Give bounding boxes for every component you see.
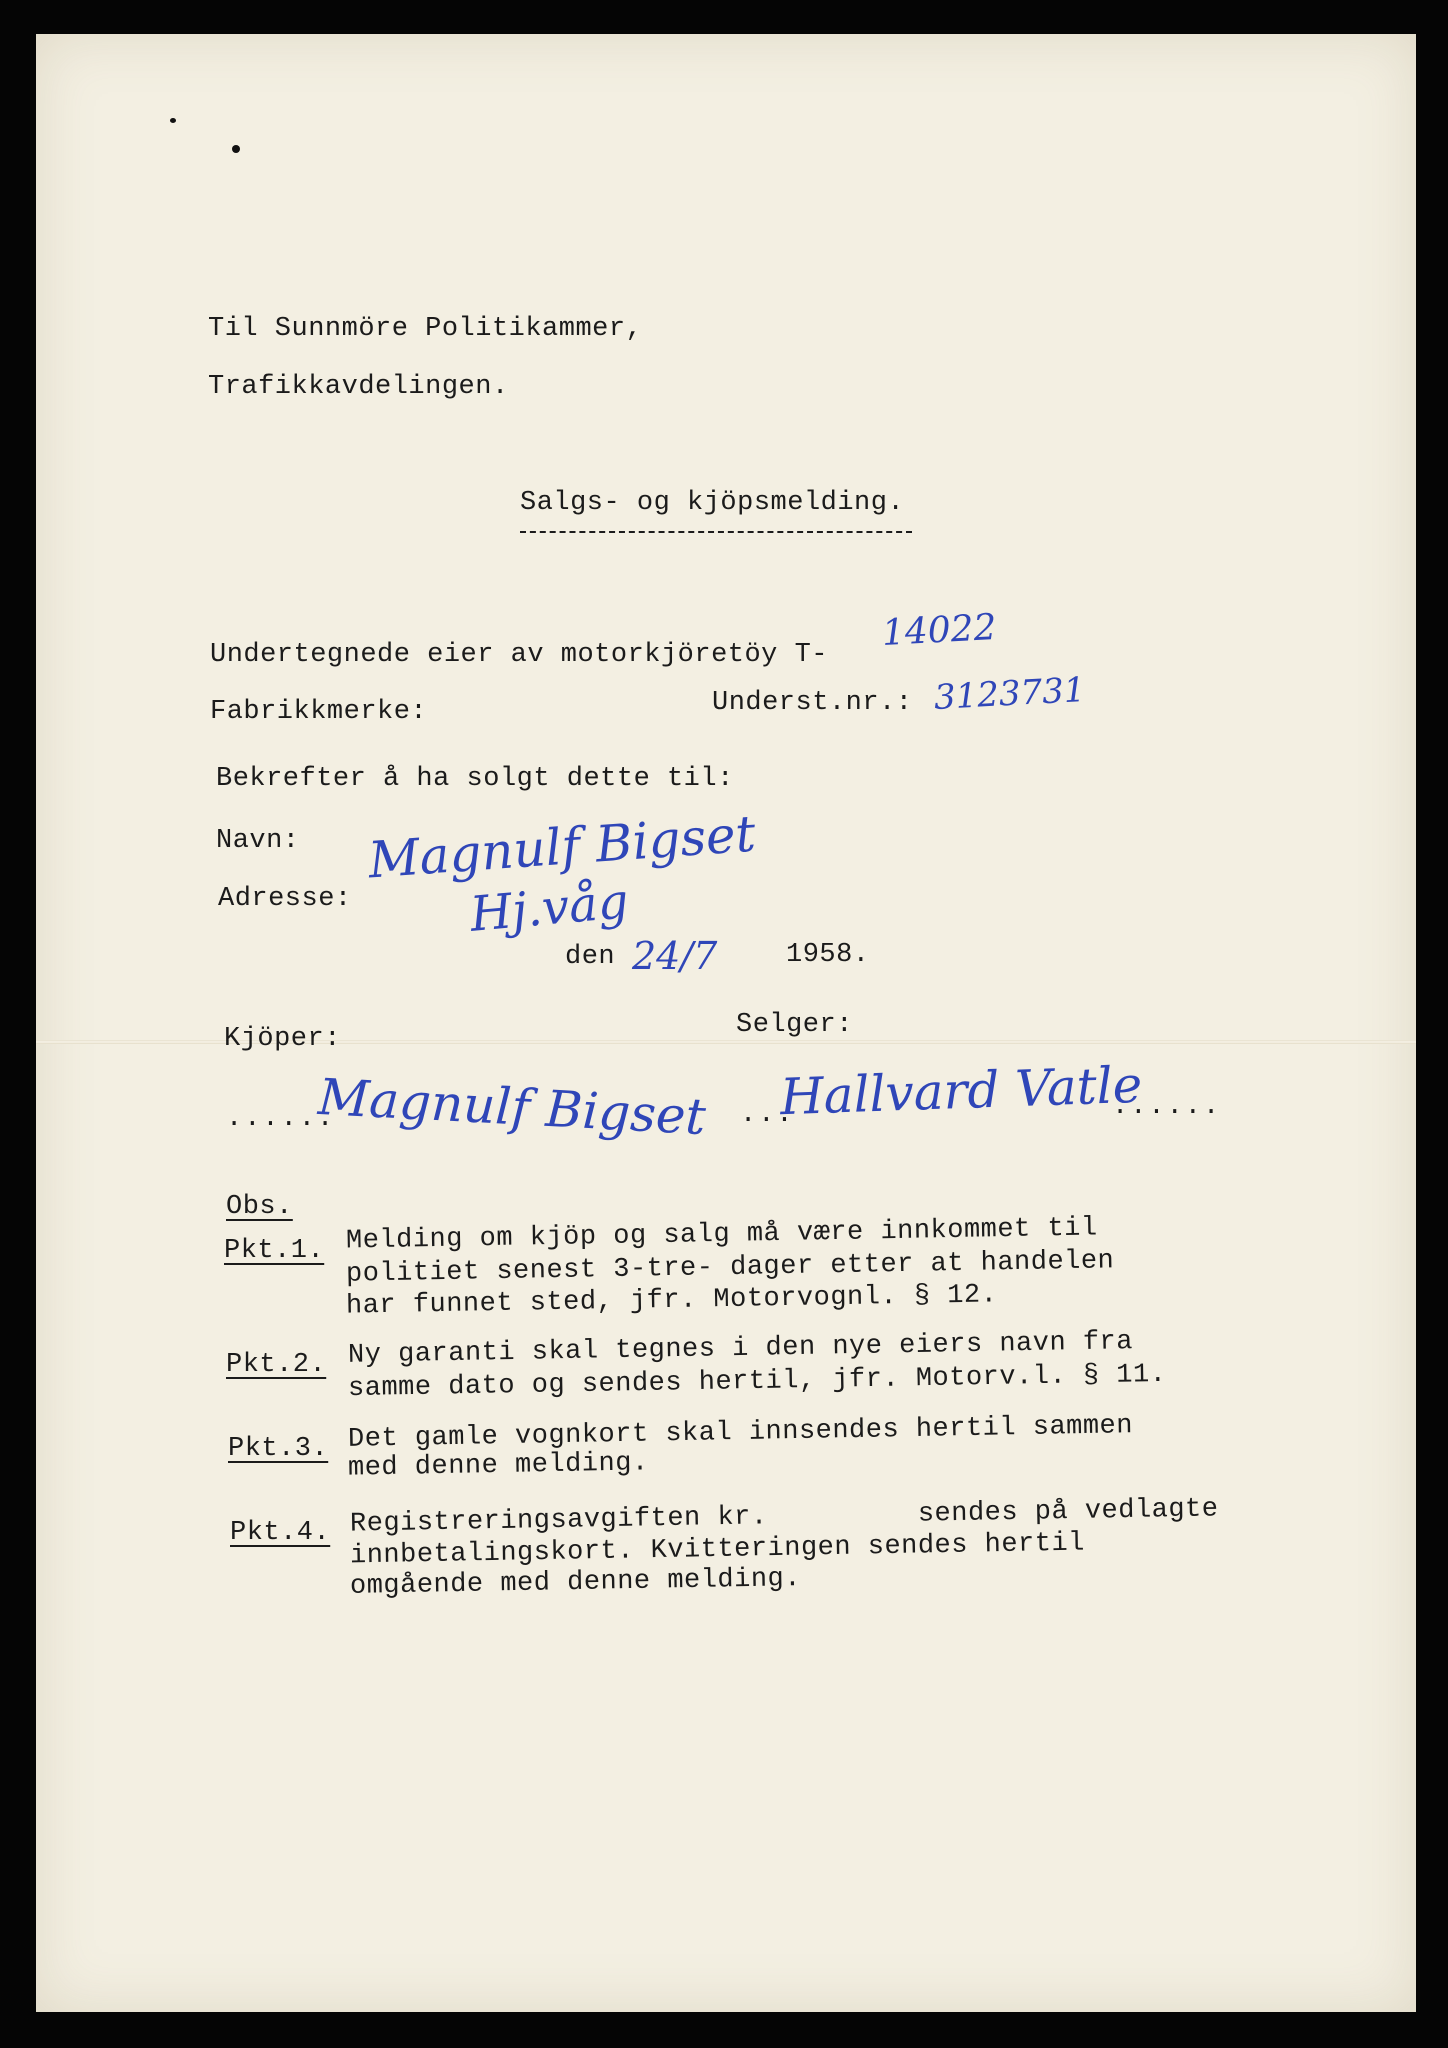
note-4-line: innbetalingskort. Kvitteringen sendes hertil bbox=[349, 1528, 1086, 1572]
note-2-line: samme dato og sendes hertil, jfr. Motorv.l. § 11. bbox=[347, 1359, 1167, 1405]
note-4-line: Registreringsavgiften kr. sendes på vedlagte bbox=[349, 1494, 1219, 1540]
title-underline bbox=[520, 531, 912, 533]
buyer-name: Magnulf Bigset bbox=[366, 804, 758, 890]
date-prefix: den bbox=[565, 942, 616, 972]
date-value: 24/7 bbox=[632, 934, 718, 978]
confirm-label: Bekrefter å ha solgt dette til: bbox=[216, 764, 734, 794]
note-1-line: Melding om kjöp og salg må være innkommet til bbox=[345, 1213, 1098, 1257]
note-1-line: har funnet sted, jfr. Motorvognl. § 12. bbox=[345, 1280, 998, 1322]
ink-spot bbox=[232, 145, 240, 153]
seller-signature: Hallvard Vatle bbox=[779, 1055, 1144, 1127]
note-2-line: Ny garanti skal tegnes i den nye eiers navn fra bbox=[347, 1327, 1134, 1371]
buyer-address: Hj.våg bbox=[467, 873, 631, 943]
ink-spot bbox=[170, 118, 176, 123]
make-label: Fabrikkmerke: bbox=[210, 697, 428, 727]
seller-label: Selger: bbox=[736, 1010, 853, 1040]
address-label: Adresse: bbox=[218, 884, 352, 914]
name-label: Navn: bbox=[216, 826, 300, 856]
chassis-label: Underst.nr.: bbox=[712, 688, 913, 718]
seller-signature-line: ...... bbox=[1112, 1092, 1222, 1122]
note-3-line: Det gamle vognkort skal innsendes hertil sammen bbox=[347, 1411, 1134, 1455]
note-3-label: Pkt.3. bbox=[228, 1434, 329, 1464]
department-line: Trafikkavdelingen. bbox=[208, 372, 509, 402]
date-year: 1958. bbox=[786, 940, 870, 970]
buyer-signature: Magnulf Bigset bbox=[316, 1067, 708, 1147]
buyer-label: Kjöper: bbox=[224, 1024, 341, 1054]
page-title: Salgs- og kjöpsmelding. bbox=[520, 488, 905, 518]
middle-dots: ... bbox=[740, 1100, 795, 1130]
recipient-line: Til Sunnmöre Politikammer, bbox=[208, 314, 643, 344]
registration-number: 14022 bbox=[881, 607, 998, 654]
owner-label: Undertegnede eier av motorkjöretöy T- bbox=[210, 640, 828, 670]
buyer-signature-line: ...... bbox=[226, 1104, 336, 1134]
note-2-label: Pkt.2. bbox=[226, 1350, 327, 1380]
chassis-number: 3123731 bbox=[933, 670, 1087, 718]
note-4-line: omgående med denne melding. bbox=[349, 1564, 802, 1602]
notes-heading: Obs. bbox=[226, 1192, 293, 1222]
note-4-label: Pkt.4. bbox=[230, 1518, 331, 1548]
note-1-line: politiet senest 3-tre- dager etter at handelen bbox=[345, 1246, 1115, 1290]
note-3-line: med denne melding. bbox=[347, 1448, 649, 1484]
note-1-label: Pkt.1. bbox=[224, 1236, 325, 1266]
